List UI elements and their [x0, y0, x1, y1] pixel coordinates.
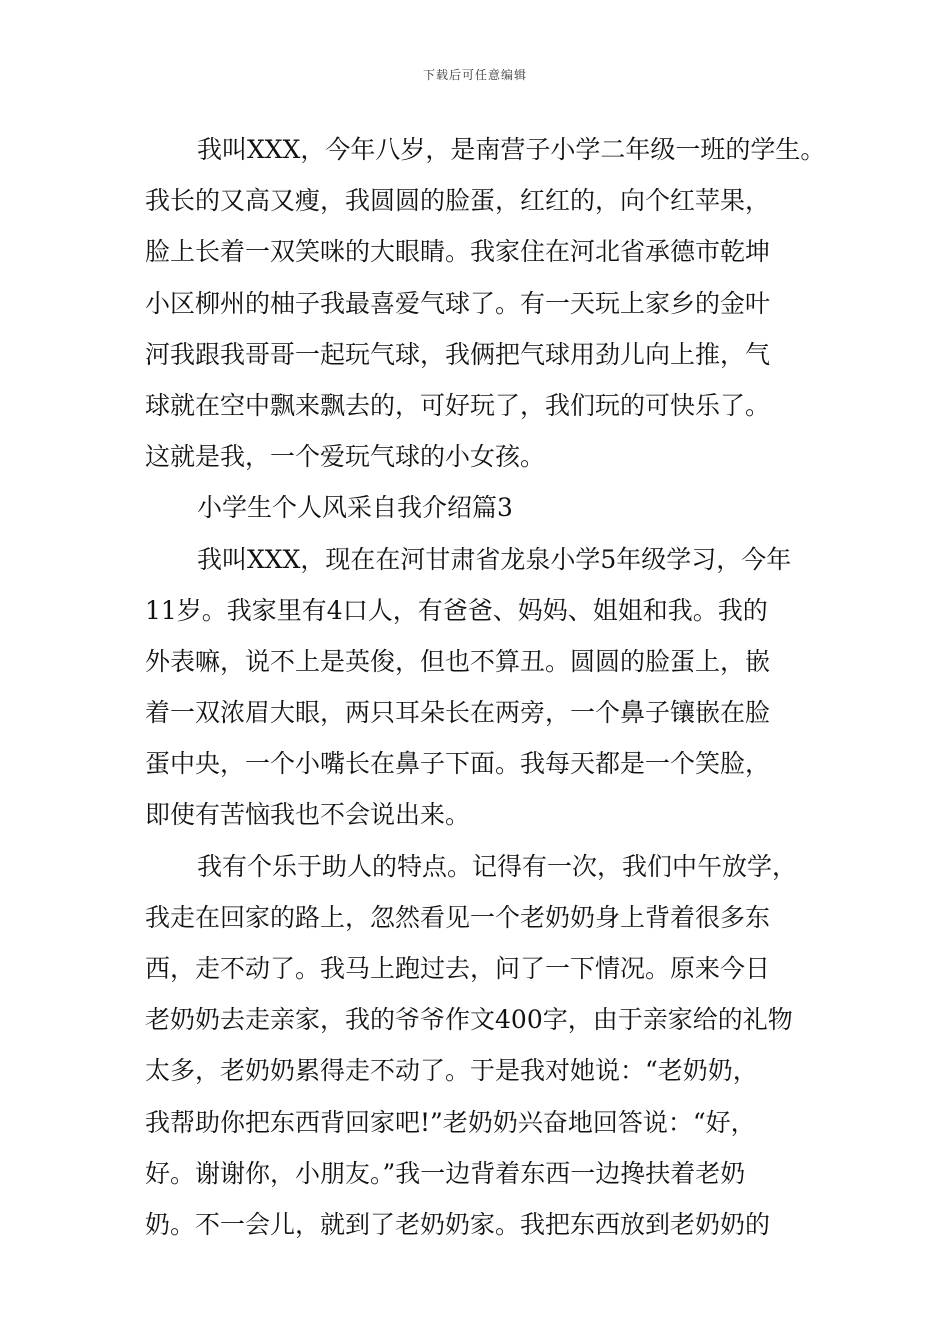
paragraph-line: 我长的又高又瘦，我圆圆的脸蛋，红红的，向个红苹果， [145, 186, 771, 216]
paragraph-line: 脸上长着一双笑咪的大眼睛。我家住在河北省承德市乾坤 [145, 237, 771, 267]
paragraph-line: 我叫XXX，现在在河甘肃省龙泉小学5年级学习，今年 [197, 544, 792, 574]
section-heading: 小学生个人风采自我介绍篇3 [197, 493, 513, 523]
paragraph-line: 我走在回家的路上，忽然看见一个老奶奶身上背着很多东 [145, 902, 771, 932]
paragraph-line: 球就在空中飘来飘去的，可好玩了，我们玩的可快乐了。 [145, 390, 771, 420]
paragraph-line: 河我跟我哥哥一起玩气球，我俩把气球用劲儿向上推，气 [145, 339, 771, 369]
paragraph-line: 太多，老奶奶累得走不动了。于是我对她说：“老奶奶， [145, 1056, 758, 1086]
paragraph-line: 西，走不动了。我马上跑过去，问了一下情况。原来今日 [145, 954, 771, 983]
paragraph-line: 外表嘛，说不上是英俊，但也不算丑。圆圆的脸蛋上，嵌 [145, 646, 771, 676]
paragraph-line: 着一双浓眉大眼，两只耳朵长在两旁，一个鼻子镶嵌在脸 [145, 698, 771, 728]
paragraph-line: 小区柳州的柚子我最喜爱气球了。有一天玩上家乡的金叶 [145, 288, 771, 318]
paragraph-line: 11岁。我家里有4口人，有爸爸、妈妈、姐姐和我。我的 [145, 595, 768, 625]
paragraph-line: 老奶奶去走亲家，我的爷爷作文400字，由于亲家给的礼物 [145, 1005, 793, 1035]
paragraph-line: 蛋中央，一个小嘴长在鼻子下面。我每天都是一个笑脸， [145, 749, 771, 779]
paragraph-line: 这就是我，一个爱玩气球的小女孩。 [145, 442, 546, 472]
paragraph-line: 我叫XXX，今年八岁，是南营子小学二年级一班的学生。 [197, 135, 826, 164]
page-header: 下载后可任意编辑 [422, 68, 527, 82]
paragraph-line: 好。谢谢你，小朋友。”我一边背着东西一边搀扶着老奶 [145, 1158, 746, 1188]
document-body [145, 129, 845, 1255]
paragraph-line: 奶。不一会儿，就到了老奶奶家。我把东西放到老奶奶的 [145, 1209, 771, 1239]
paragraph-line: 即使有苦恼我也不会说出来。 [145, 800, 471, 830]
paragraph-line: 我有个乐于助人的特点。记得有一次，我们中午放学， [197, 851, 798, 881]
paragraph-line: 我帮助你把东西背回家吧!”老奶奶兴奋地回答说：“好， [145, 1107, 756, 1137]
